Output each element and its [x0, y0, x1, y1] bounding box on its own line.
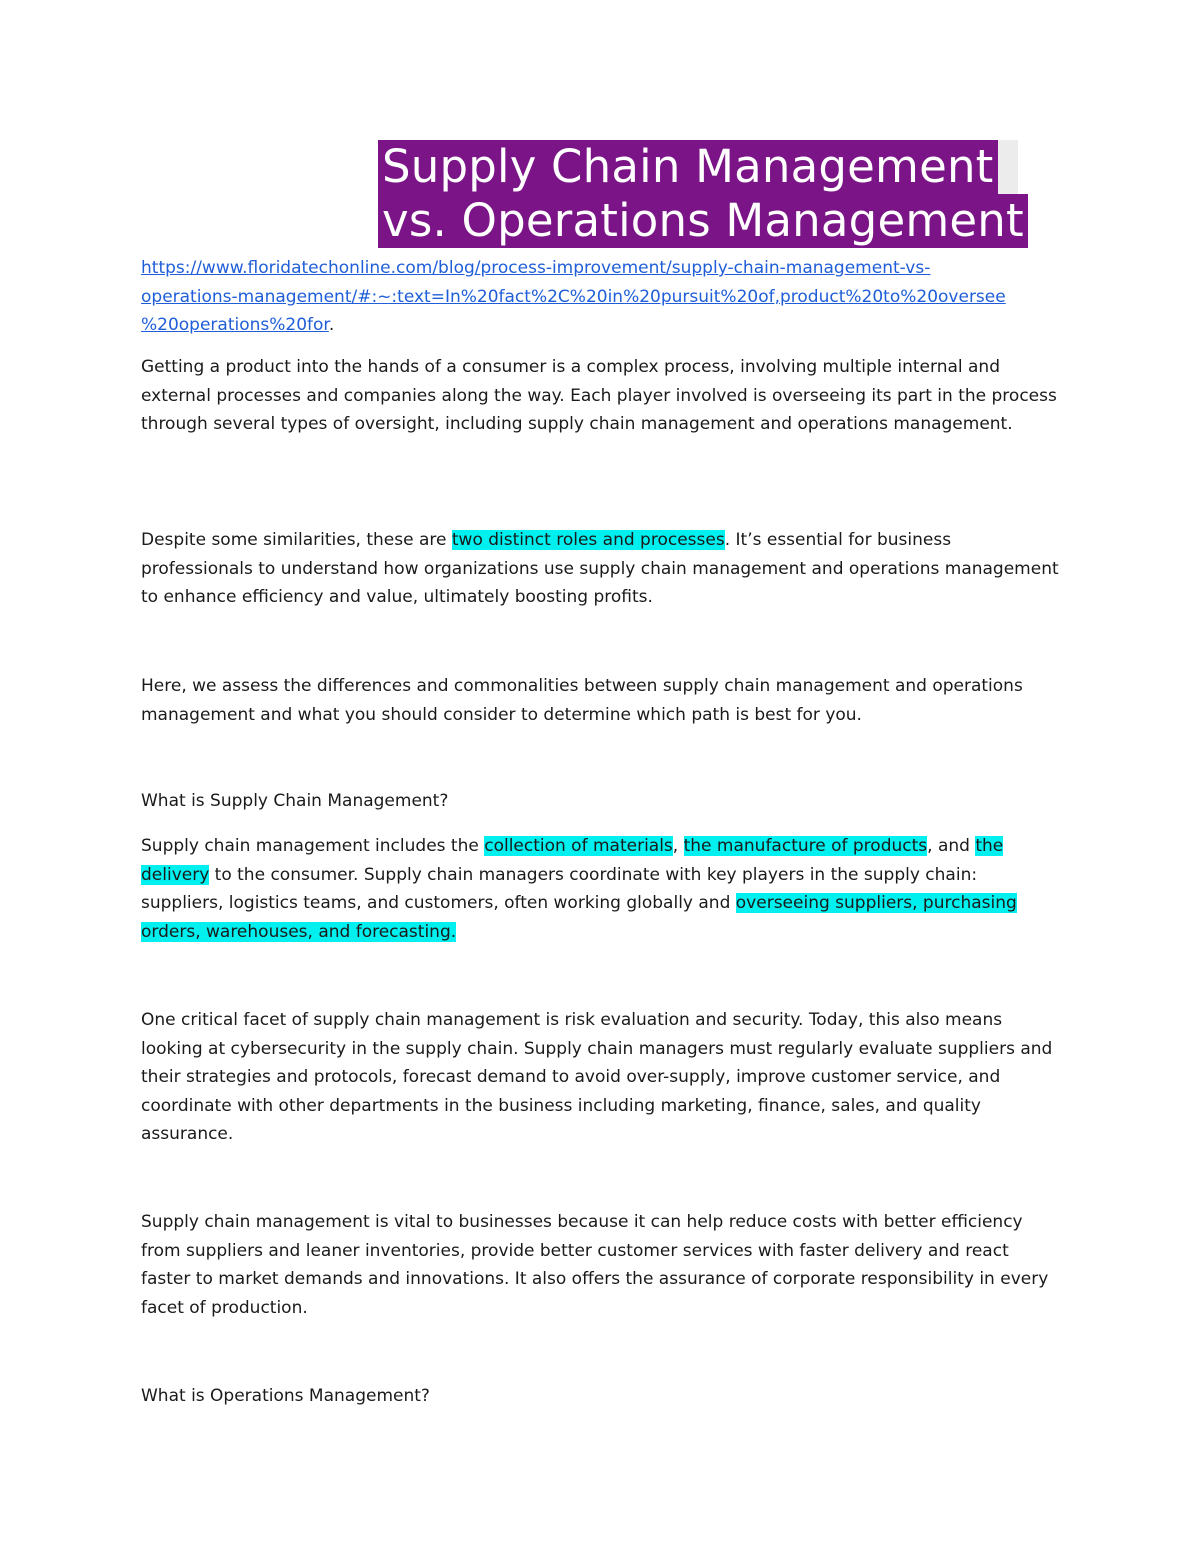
- paragraph-distinct-roles-text-1: Despite some similarities, these are: [141, 530, 452, 550]
- source-link-line-2[interactable]: operations-management/#:~:text=In%20fact%2C%20in%20pursuit%20of,product%20to%20oversee: [141, 286, 1006, 307]
- scm-text-2: ,: [672, 836, 684, 856]
- title-line-1: Supply Chain Management: [378, 140, 998, 194]
- highlight-collection: collection of materials: [484, 836, 673, 856]
- scm-text-4: to the consumer. Supply chain managers coordinate with key players in the supply chain: suppliers, logistics teams, and customers, often working globally and: [141, 864, 978, 913]
- source-link-period: .: [328, 315, 335, 335]
- title-line-1-tail: [998, 140, 1018, 194]
- source-link-line-3[interactable]: %20operations%20for: [141, 315, 329, 335]
- source-link: [141, 254, 1061, 340]
- heading-operations: What is Operations Management?: [141, 1386, 430, 1406]
- source-link-line-1[interactable]: https://www.floridatechonline.com/blog/process-improvement/supply-chain-management-vs-: [141, 258, 931, 278]
- paragraph-supply-chain-definition: [141, 832, 1061, 946]
- title-line-2: vs. Operations Management: [378, 194, 1028, 248]
- paragraph-assess: Here, we assess the differences and commonalities between supply chain management and operations management and what you should consider to determine which path is best for you.: [141, 676, 1023, 725]
- paragraph-risk-evaluation: One critical facet of supply chain management is risk evaluation and security. Today, this also means looking at cybersecurity in the supply chain. Supply chain managers must regularly evaluate suppliers and their strategies and protocols, forecast demand to avoid over-supply, improve customer service, and coordinate with other departments in the business including marketing, finance, sales, and quality assurance.: [141, 1010, 1053, 1144]
- scm-text-3: , and: [927, 836, 976, 856]
- highlight-distinct-roles: two distinct roles and processes: [451, 530, 725, 550]
- scm-text-1: Supply chain management includes the: [141, 836, 485, 856]
- paragraph-distinct-roles-text-2: . It’s essential for business professionals to understand how organizations use supply chain management and operations management to enhance efficiency and value, ultimately boosting profits.: [141, 530, 1059, 607]
- heading-supply-chain: What is Supply Chain Management?: [141, 791, 449, 811]
- paragraph-vital: Supply chain management is vital to businesses because it can help reduce costs with better efficiency from suppliers and leaner inventories, provide better customer services with faster delivery and react faster to market demands and innovations. It also offers the assurance of corporate responsibility in every facet of production.: [141, 1212, 1049, 1318]
- paragraph-intro: Getting a product into the hands of a consumer is a complex process, involving multiple internal and external processes and companies along the way. Each player involved is overseeing its part in the process through several types of oversight, including supply chain management and operations management.: [141, 357, 1057, 434]
- highlight-overseeing: overseeing suppliers, purchasing orders, warehouses, and forecasting.: [141, 893, 1017, 942]
- highlight-delivery: the delivery: [141, 836, 1004, 885]
- paragraph-distinct-roles: [141, 526, 1061, 612]
- document-title: [378, 140, 1058, 248]
- highlight-manufacture: the manufacture of products: [683, 836, 928, 856]
